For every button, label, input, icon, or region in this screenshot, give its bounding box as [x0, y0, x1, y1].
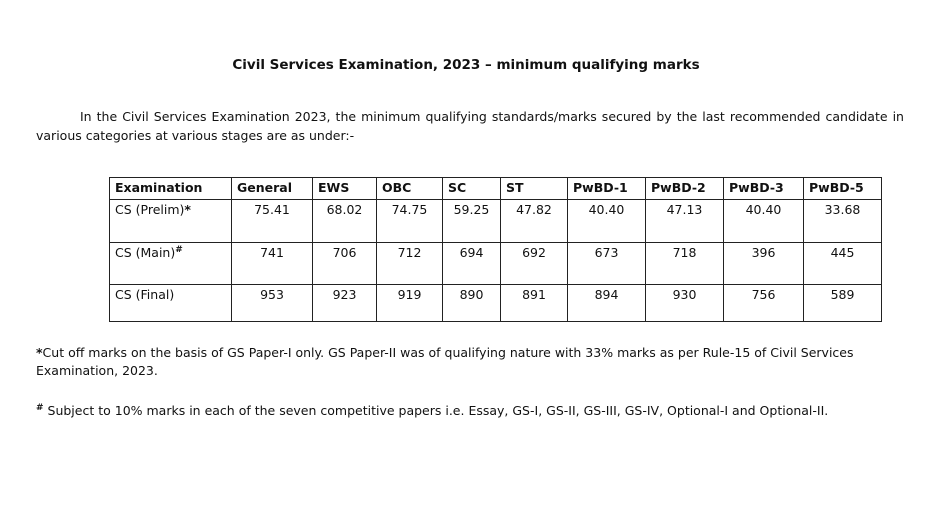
column-header: PwBD-5	[804, 178, 882, 200]
row-label-cell	[110, 200, 232, 243]
value-cell: 706	[313, 243, 377, 285]
row-label: CS (Main)	[115, 245, 176, 261]
column-header: Examination	[110, 178, 232, 200]
value-cell: 47.82	[501, 200, 568, 243]
value-cell: 891	[501, 285, 568, 322]
value-cell: 741	[232, 243, 313, 285]
value-cell: 396	[724, 243, 804, 285]
value-cell: 59.25	[443, 200, 501, 243]
value-cell: 47.13	[646, 200, 724, 243]
table-row	[110, 285, 882, 322]
value-cell: 673	[568, 243, 646, 285]
footnote-star-text: Cut off marks on the basis of GS Paper-I only. GS Paper-II was of qualifying nature with 33% marks as per Rule-15 of Civil Services Examination, 2023.	[36, 345, 854, 378]
value-cell: 74.75	[377, 200, 443, 243]
column-header: PwBD-3	[724, 178, 804, 200]
value-cell: 40.40	[724, 200, 804, 243]
footnote-prelim	[36, 344, 904, 380]
column-header: General	[232, 178, 313, 200]
row-label-cell	[110, 243, 232, 285]
value-cell: 445	[804, 243, 882, 285]
table-row	[110, 200, 882, 243]
column-header: EWS	[313, 178, 377, 200]
column-header: PwBD-2	[646, 178, 724, 200]
document-title: Civil Services Examination, 2023 – minimum qualifying marks	[232, 57, 700, 73]
value-cell: 68.02	[313, 200, 377, 243]
value-cell: 75.41	[232, 200, 313, 243]
value-cell: 718	[646, 243, 724, 285]
value-cell: 33.68	[804, 200, 882, 243]
row-label: CS (Prelim)	[115, 202, 185, 217]
value-cell: 953	[232, 285, 313, 322]
value-cell: 894	[568, 285, 646, 322]
value-cell: 692	[501, 243, 568, 285]
value-cell: 40.40	[568, 200, 646, 243]
value-cell: 589	[804, 285, 882, 322]
value-cell: 694	[443, 243, 501, 285]
footnote-hash-mark: #	[36, 403, 44, 413]
value-cell: 923	[313, 285, 377, 322]
row-label-cell	[110, 285, 232, 322]
qualifying-marks-table	[109, 177, 882, 322]
row-label: CS (Final)	[115, 287, 175, 302]
value-cell: 890	[443, 285, 501, 322]
row-footnote-mark: #	[175, 245, 183, 255]
column-header: PwBD-1	[568, 178, 646, 200]
footnote-star-mark: *	[36, 345, 43, 360]
column-header: ST	[501, 178, 568, 200]
table-row	[110, 243, 882, 285]
value-cell: 756	[724, 285, 804, 322]
column-header: OBC	[377, 178, 443, 200]
intro-paragraph: In the Civil Services Examination 2023, the minimum qualifying standards/marks secured by the last recommended candidate in various categories at various stages are as under:-	[36, 109, 904, 143]
footnote-main	[36, 399, 904, 420]
footnote-hash-text: Subject to 10% marks in each of the seven competitive papers i.e. Essay, GS-I, GS-II, GS-III, GS-IV, Optional-I and Optional-II.	[43, 403, 829, 419]
row-footnote-mark: *	[184, 202, 191, 217]
column-header: SC	[443, 178, 501, 200]
value-cell: 919	[377, 285, 443, 322]
value-cell: 930	[646, 285, 724, 322]
value-cell: 712	[377, 243, 443, 285]
table-header-row	[110, 178, 882, 200]
